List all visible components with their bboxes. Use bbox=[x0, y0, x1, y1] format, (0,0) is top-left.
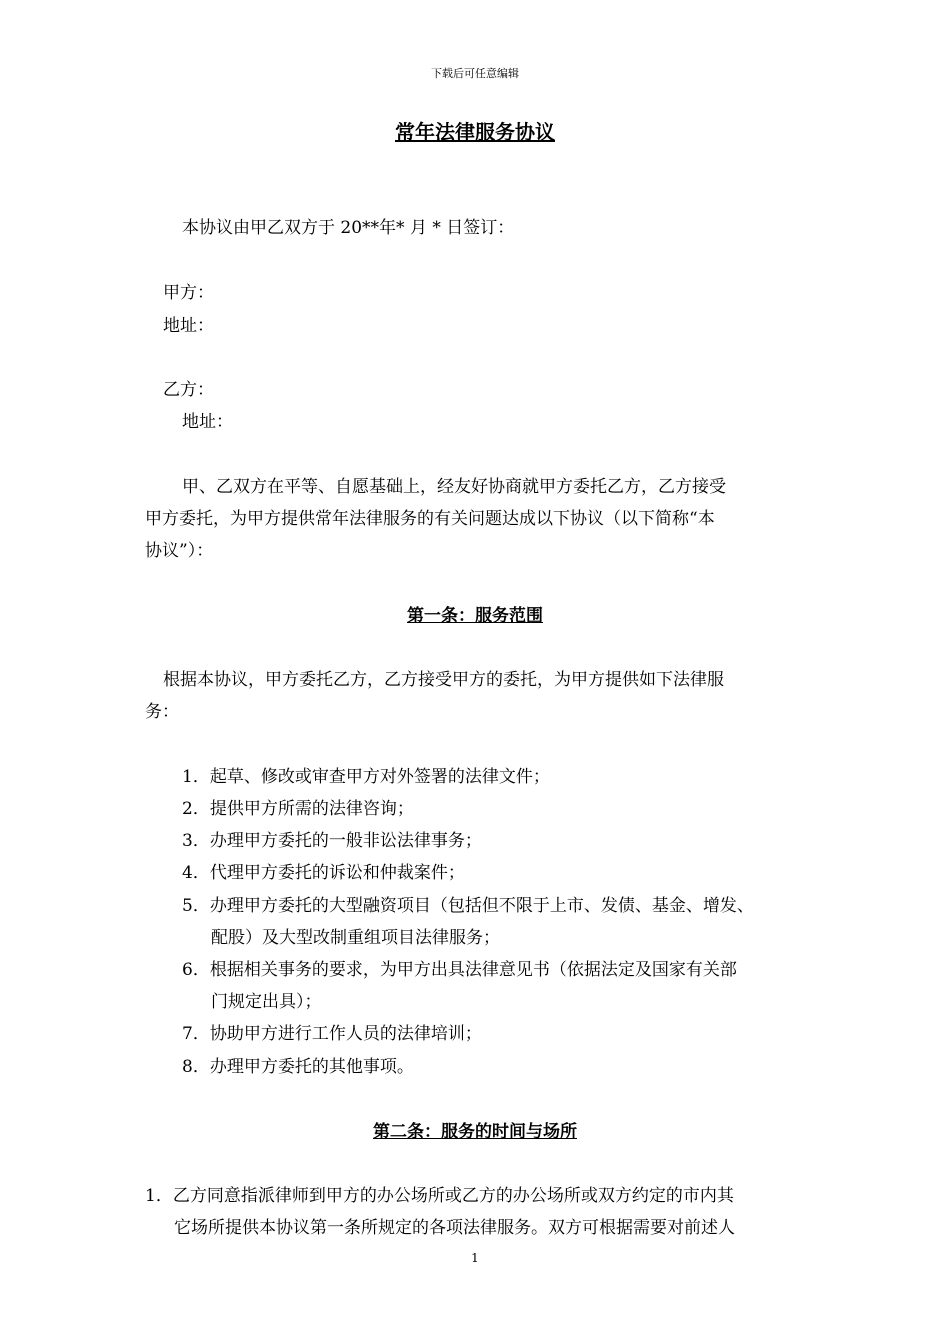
list-item-number: 6． bbox=[182, 960, 210, 980]
list-item-text: 根据相关事务的要求，为甲方出具法律意见书（依据法定及国家有关部 bbox=[209, 960, 737, 980]
list-item-number: 3． bbox=[182, 831, 210, 851]
list-item-text: 办理甲方委托的其他事项。 bbox=[209, 1057, 414, 1077]
list-item-number: 1． bbox=[145, 1186, 173, 1206]
list-item bbox=[182, 861, 465, 885]
list-item-number: 5． bbox=[182, 896, 210, 916]
page-number: 1 bbox=[471, 1251, 479, 1265]
list-item-text: 办理甲方委托的大型融资项目（包括但不限于上市、发债、基金、增发、 bbox=[209, 896, 754, 916]
list-item-number: 7． bbox=[182, 1024, 210, 1044]
intro-line: 本协议由甲乙双方于 20**年* 月 * 日签订： bbox=[182, 218, 515, 238]
article-1-lead-line-1: 根据本协议，甲方委托乙方，乙方接受甲方的委托，为甲方提供如下法律服 bbox=[163, 670, 724, 690]
list-item-number: 2． bbox=[182, 799, 210, 819]
list-item-text: 代理甲方委托的诉讼和仲裁案件； bbox=[209, 863, 465, 883]
document-title: 常年法律服务协议 bbox=[395, 120, 555, 144]
list-item-text: 乙方同意指派律师到甲方的办公场所或乙方的办公场所或双方约定的市内其 bbox=[172, 1186, 734, 1206]
list-item bbox=[182, 765, 550, 789]
article-2-heading: 第二条：服务的时间与场所 bbox=[373, 1122, 577, 1142]
list-item-continuation: 门规定出具）； bbox=[211, 992, 322, 1012]
list-item bbox=[182, 1022, 482, 1046]
list-item bbox=[182, 894, 754, 918]
article-2-item-continuation: 它场所提供本协议第一条所规定的各项法律服务。双方可根据需要对前述人 bbox=[174, 1218, 735, 1238]
article-1-heading: 第一条：服务范围 bbox=[407, 606, 543, 626]
party-a-address: 地址： bbox=[163, 316, 214, 336]
party-b-label: 乙方： bbox=[163, 380, 214, 400]
article-2-item bbox=[145, 1184, 734, 1208]
party-a-label: 甲方： bbox=[163, 283, 214, 303]
list-item-text: 协助甲方进行工作人员的法律培训； bbox=[209, 1024, 482, 1044]
list-item bbox=[182, 797, 414, 821]
list-item-number: 4． bbox=[182, 863, 210, 883]
preamble-line-2: 甲方委托，为甲方提供常年法律服务的有关问题达成以下协议（以下简称“本 bbox=[145, 509, 715, 529]
list-item bbox=[182, 1055, 414, 1079]
list-item bbox=[182, 958, 737, 982]
list-item-number: 8． bbox=[182, 1057, 210, 1077]
list-item-text: 办理甲方委托的一般非讼法律事务； bbox=[209, 831, 482, 851]
list-item-text: 起草、修改或审查甲方对外签署的法律文件； bbox=[209, 767, 550, 787]
page-header-note: 下载后可任意编辑 bbox=[431, 67, 519, 80]
list-item-number: 1． bbox=[182, 767, 210, 787]
preamble-line-1: 甲、乙双方在平等、自愿基础上，经友好协商就甲方委托乙方，乙方接受 bbox=[182, 477, 726, 497]
preamble-line-3: 协议”）： bbox=[145, 541, 214, 561]
article-1-lead-line-2: 务： bbox=[145, 702, 179, 722]
list-item-text: 提供甲方所需的法律咨询； bbox=[209, 799, 414, 819]
list-item bbox=[182, 829, 482, 853]
party-b-address: 地址： bbox=[182, 412, 233, 432]
list-item-continuation: 配股）及大型改制重组项目法律服务； bbox=[211, 928, 500, 948]
